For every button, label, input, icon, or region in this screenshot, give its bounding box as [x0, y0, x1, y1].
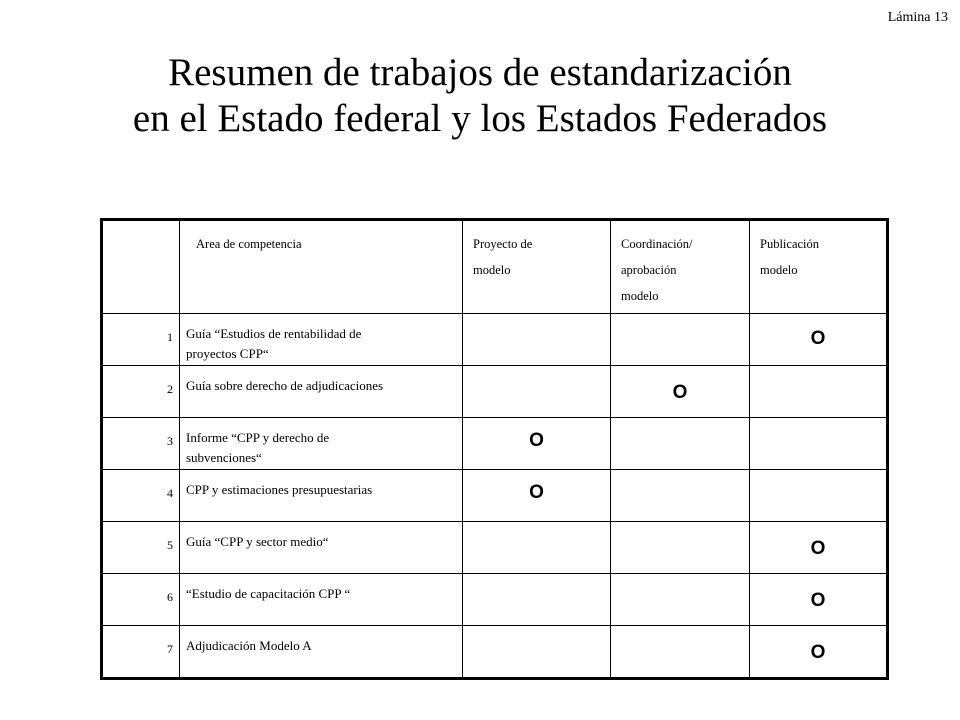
table-row	[102, 418, 888, 470]
proyecto-cell	[463, 366, 611, 418]
row-number: 5	[167, 538, 173, 552]
row-number-cell	[102, 314, 180, 366]
area-label: “Estudio de capacitación CPP “	[186, 586, 351, 601]
proyecto-cell	[463, 626, 611, 679]
proyecto-mark: O	[529, 482, 544, 503]
area-cell	[180, 314, 463, 366]
publicacion-cell	[750, 626, 888, 679]
table-row	[102, 574, 888, 626]
area-cell	[180, 366, 463, 418]
coordinacion-cell	[611, 470, 750, 522]
row-number-cell	[102, 470, 180, 522]
publicacion-mark: O	[810, 538, 826, 559]
publicacion-mark: O	[810, 642, 826, 663]
publicacion-cell	[750, 366, 888, 418]
proyecto-cell	[463, 574, 611, 626]
row-number-cell	[102, 418, 180, 470]
publicacion-cell	[750, 574, 888, 626]
coordinacion-cell	[611, 522, 750, 574]
coordinacion-cell	[611, 626, 750, 679]
area-label: CPP y estimaciones presupuestarias	[186, 482, 373, 497]
area-cell	[180, 418, 463, 470]
row-number: 1	[167, 330, 173, 344]
header-coordinacion: Coordinación/ aprobación modelo	[611, 220, 750, 314]
area-cell	[180, 574, 463, 626]
coordinacion-cell	[611, 314, 750, 366]
page-title	[0, 50, 960, 142]
header-proyecto: Proyecto de modelo	[463, 220, 611, 314]
row-number: 4	[167, 486, 173, 500]
area-label: subvenciones“	[186, 450, 262, 465]
publicacion-cell	[750, 418, 888, 470]
row-number: 2	[167, 382, 173, 396]
coordinacion-mark: O	[672, 382, 688, 403]
proyecto-cell	[463, 470, 611, 522]
proyecto-mark: O	[529, 430, 544, 451]
row-number-cell	[102, 366, 180, 418]
row-number-cell	[102, 574, 180, 626]
coordinacion-cell	[611, 366, 750, 418]
area-label: Guía “CPP y sector medio“	[186, 534, 329, 549]
publicacion-mark: O	[810, 328, 826, 349]
row-number-cell	[102, 626, 180, 679]
area-label: proyectos CPP“	[186, 346, 269, 361]
table-row	[102, 470, 888, 522]
table-row	[102, 366, 888, 418]
area-cell	[180, 522, 463, 574]
publicacion-cell	[750, 314, 888, 366]
row-number: 7	[167, 642, 173, 656]
proyecto-cell	[463, 418, 611, 470]
publicacion-mark: O	[810, 590, 826, 611]
proyecto-cell	[463, 522, 611, 574]
area-label: Guía “Estudios de rentabilidad de	[186, 326, 362, 341]
slide-number: Lámina 13	[887, 10, 948, 25]
header-publicacion: Publicación modelo	[750, 220, 888, 314]
table-row	[102, 522, 888, 574]
area-cell	[180, 626, 463, 679]
header-num	[102, 220, 180, 314]
area-cell	[180, 470, 463, 522]
area-label: Guía sobre derecho de adjudicaciones	[186, 378, 384, 393]
standardization-table	[100, 218, 889, 680]
area-label: Adjudicación Modelo A	[186, 638, 312, 653]
publicacion-cell	[750, 522, 888, 574]
table-header-row	[102, 220, 888, 314]
table-row	[102, 626, 888, 679]
area-label: Informe “CPP y derecho de	[186, 430, 330, 445]
coordinacion-cell	[611, 418, 750, 470]
table-body	[102, 314, 888, 679]
header-area: Area de competencia	[180, 220, 463, 314]
coordinacion-cell	[611, 574, 750, 626]
title-line-1: Resumen de trabajos de estandarización	[168, 51, 792, 94]
row-number: 6	[167, 590, 173, 604]
publicacion-cell	[750, 470, 888, 522]
row-number-cell	[102, 522, 180, 574]
table-row	[102, 314, 888, 366]
row-number: 3	[167, 434, 173, 448]
title-line-2: en el Estado federal y los Estados Federados	[132, 97, 828, 140]
proyecto-cell	[463, 314, 611, 366]
